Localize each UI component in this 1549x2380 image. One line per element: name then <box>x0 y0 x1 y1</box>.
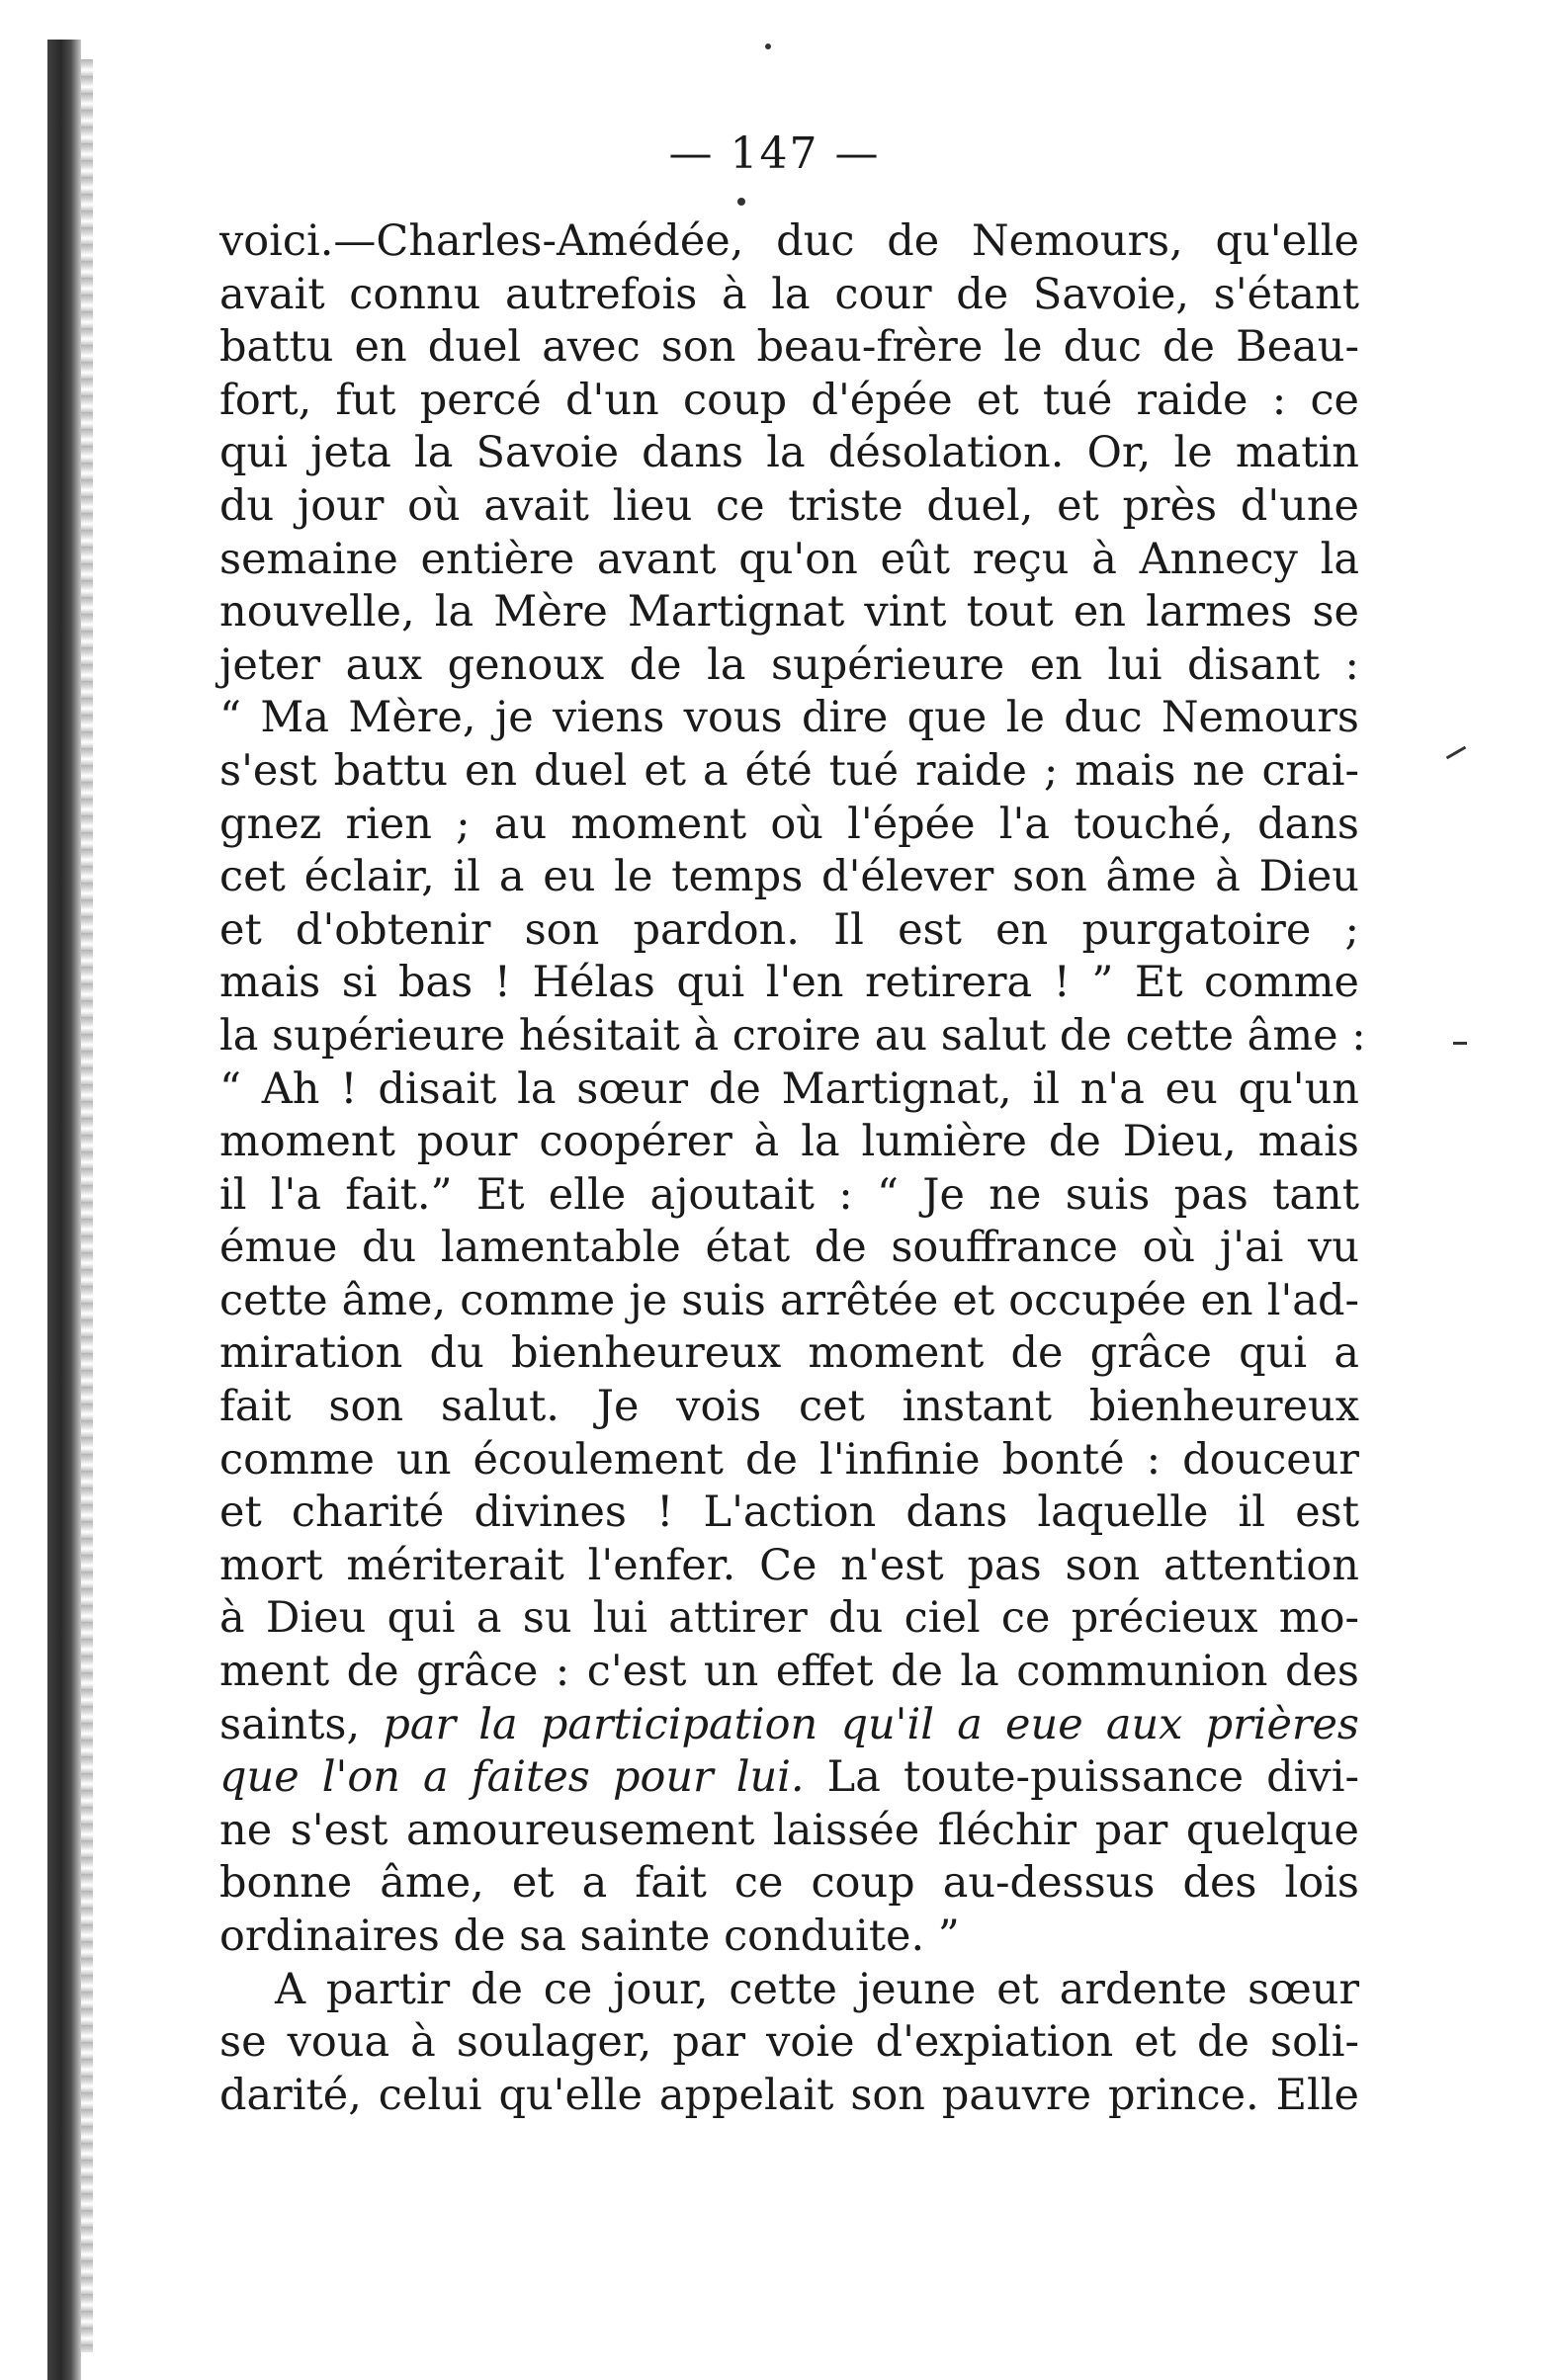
text-line: et d'obtenir son pardon. Il est en purgatoire ; <box>219 904 1359 955</box>
text-line: comme un écoulement de l'infinie bonté : douceur <box>219 1434 1359 1485</box>
text-line: bonne âme, et a fait ce coup au-dessus des lois <box>219 1858 1359 1909</box>
plain-text: La toute-puissance divi- <box>804 1752 1359 1803</box>
text-line: voici.—Charles-Amédée, duc de Nemours, qu'elle <box>219 216 1359 266</box>
text-line: A partir de ce jour, cette jeune et ardente sœur <box>275 1964 1359 2014</box>
page-edge-texture <box>81 59 93 2352</box>
text-line: ment de grâce : c'est un effet de la communion des <box>219 1647 1359 1697</box>
text-line: miration du bienheureux moment de grâce qui a <box>219 1328 1359 1379</box>
text-line: et charité divines ! L'action dans laquelle il est <box>219 1488 1359 1538</box>
text-line: semaine entière avant qu'on eût reçu à Annecy la <box>219 534 1359 584</box>
text-line: ne s'est amoureusement laissée fléchir par quelque <box>219 1805 1359 1855</box>
text-line: “ Ma Mère, je viens vous dire que le duc Nemours <box>219 693 1359 743</box>
text-line: ordinaires de sa sainte conduite. ” <box>219 1912 960 1961</box>
text-line: qui jeta la Savoie dans la désolation. Or, le matin <box>219 428 1359 478</box>
text-line: il l'a fait.” Et elle ajoutait : “ Je ne suis pas tant <box>219 1169 1359 1220</box>
margin-mark <box>1453 1042 1467 1045</box>
italic-text: par la participation qu'il a eue aux prières <box>383 1699 1359 1749</box>
text-line: la supérieure hésitait à croire au salut de cette âme : <box>219 1010 1366 1061</box>
ink-speck <box>765 43 771 49</box>
text-line: se voua à soulager, par voie d'expiation et de soli- <box>219 2017 1359 2068</box>
text-line: avait connu autrefois à la cour de Savoie, s'étant <box>219 269 1359 319</box>
text-line: mort mériterait l'enfer. Ce n'est pas son attention <box>219 1540 1359 1590</box>
text-line: mais si bas ! Hélas qui l'en retirera ! ” Et comme <box>219 958 1359 1008</box>
text-line: nouvelle, la Mère Martignat vint tout en larmes se <box>219 587 1359 638</box>
body-text <box>219 215 1366 2122</box>
text-line: fait son salut. Je vois cet instant bienheureux <box>219 1382 1359 1432</box>
text-line: cette âme, comme je suis arrêtée et occupée en l'ad- <box>219 1275 1359 1325</box>
paragraph-1 <box>219 215 1366 1699</box>
ink-speck <box>737 198 745 206</box>
italic-text: que l'on a faites pour lui. <box>219 1752 805 1803</box>
text-line: s'est battu en duel et a été tué raide ; mais ne crai- <box>219 745 1359 796</box>
margin-mark <box>1446 746 1467 760</box>
text-line: fort, fut percé d'un coup d'épée et tué raide : ce <box>219 375 1359 425</box>
text-line: darité, celui qu'elle appelait son pauvre prince. Elle <box>219 2070 1359 2120</box>
text-line-mixed <box>219 1751 1359 1805</box>
text-line-mixed <box>219 1699 1359 1752</box>
plain-text: saints, <box>219 1699 384 1749</box>
text-line: moment pour coopérer à la lumière de Dieu, mais <box>219 1117 1359 1167</box>
page-number: — 147 — <box>668 128 881 179</box>
text-line: jeter aux genoux de la supérieure en lui disant : <box>219 639 1359 690</box>
paragraph-1-continued <box>219 1699 1359 1964</box>
text-line: émue du lamentable état de souffrance où j'ai vu <box>219 1223 1359 1273</box>
text-line: gnez rien ; au moment où l'épée l'a touché, dans <box>219 799 1359 849</box>
book-binding-shadow <box>47 40 81 2380</box>
text-line: “ Ah ! disait la sœur de Martignat, il n'a eu qu'un <box>219 1063 1359 1114</box>
text-line: battu en duel avec son beau-frère le duc de Beau- <box>219 322 1359 373</box>
text-line: à Dieu qui a su lui attirer du ciel ce précieux mo- <box>219 1593 1359 1644</box>
paragraph-2 <box>219 1964 1359 2123</box>
text-line: du jour où avait lieu ce triste duel, et près d'une <box>219 480 1359 531</box>
text-line: cet éclair, il a eu le temps d'élever son âme à Dieu <box>219 852 1359 902</box>
